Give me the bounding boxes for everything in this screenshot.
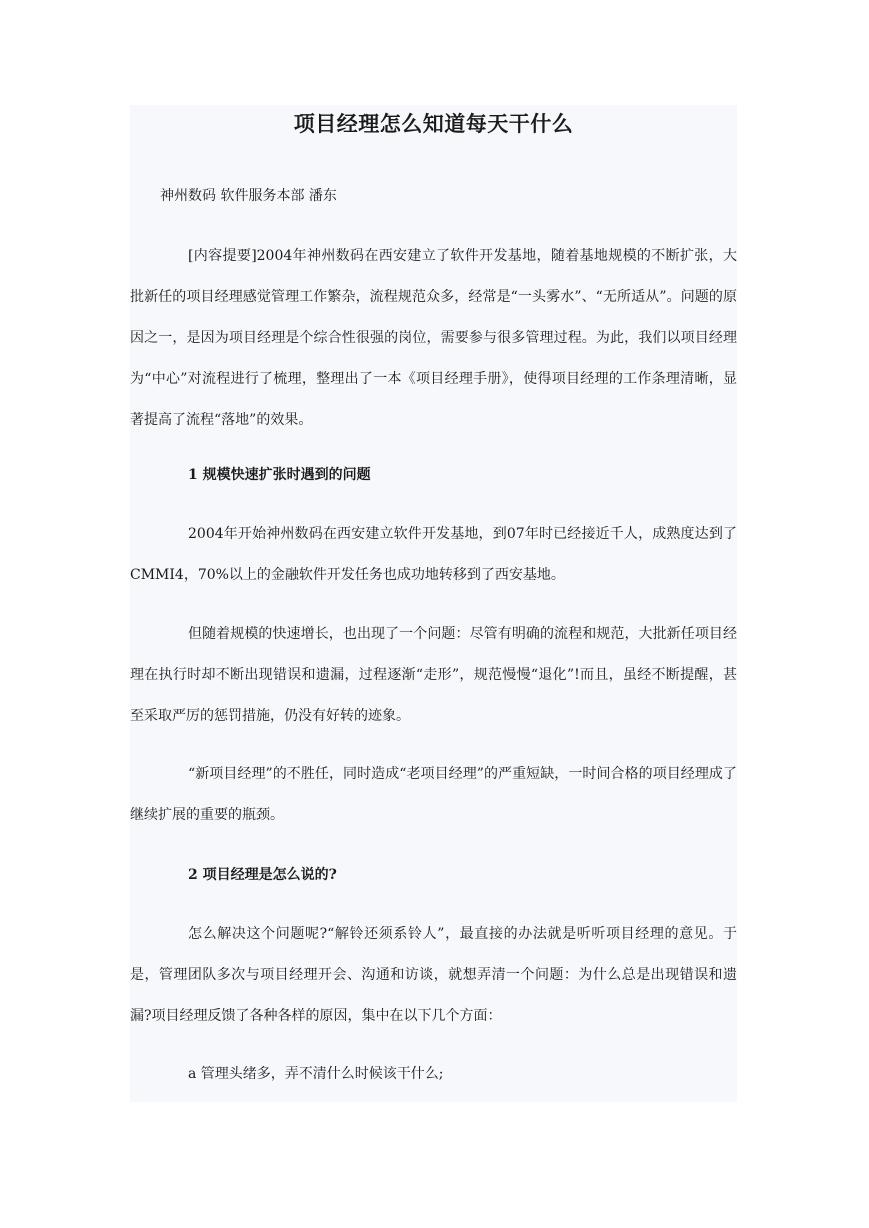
page-title: 项目经理怎么知道每天干什么 xyxy=(293,111,574,136)
paragraph: 2004年开始神州数码在西安建立软件开发基地，到07年时已经接近千人，成熟度达到了CMMI4，70%以上的金融软件开发任务也成功地转移到了西安基地。 xyxy=(130,526,737,583)
abstract-paragraph: [内容提要]2004年神州数码在西安建立了软件开发基地，随着基地规模的不断扩张，大批新任的项目经理感觉管理工作繁杂，流程规范众多，经常是“一头雾水”、“无所适从”。问题的原因之一，是因为项目经理是个综合性很强的岗位，需要参与很多管理过程。为此，我们以项目经理为“中心”对流程进行了梳理，整理出了一本《项目经理手册》，使得项目经理的工作条理清晰，显著提高了流程“落地”的效果。 xyxy=(130,248,737,428)
paragraph: 怎么解决这个问题呢?“解铃还须系铃人”，最直接的办法就是听听项目经理的意见。于是，管理团队多次与项目经理开会、沟通和访谈，就想弄清一个问题：为什么总是出现错误和遗漏?项目经理反馈了各种各样的原因，集中在以下几个方面： xyxy=(130,926,737,1024)
paragraph: “新项目经理”的不胜任，同时造成“老项目经理”的严重短缺，一时间合格的项目经理成了继续扩展的重要的瓶颈。 xyxy=(130,766,737,823)
author-line: 神州数码 软件服务本部 潘东 xyxy=(160,188,337,204)
document-body xyxy=(130,105,737,1102)
paragraph: 但随着规模的快速增长，也出现了一个问题：尽管有明确的流程和规范，大批新任项目经理在执行时却不断出现错误和遗漏，过程逐渐“走形”，规范慢慢“退化”!而且，虽经不断提醒，甚至采取严厉的惩罚措施，仍没有好转的迹象。 xyxy=(130,626,737,724)
section-heading-2: 2 项目经理是怎么说的? xyxy=(188,867,337,883)
list-item: a 管理头绪多，弄不清什么时候该干什么; xyxy=(188,1066,444,1082)
section-heading-1: 1 规模快速扩张时遇到的问题 xyxy=(188,467,371,483)
